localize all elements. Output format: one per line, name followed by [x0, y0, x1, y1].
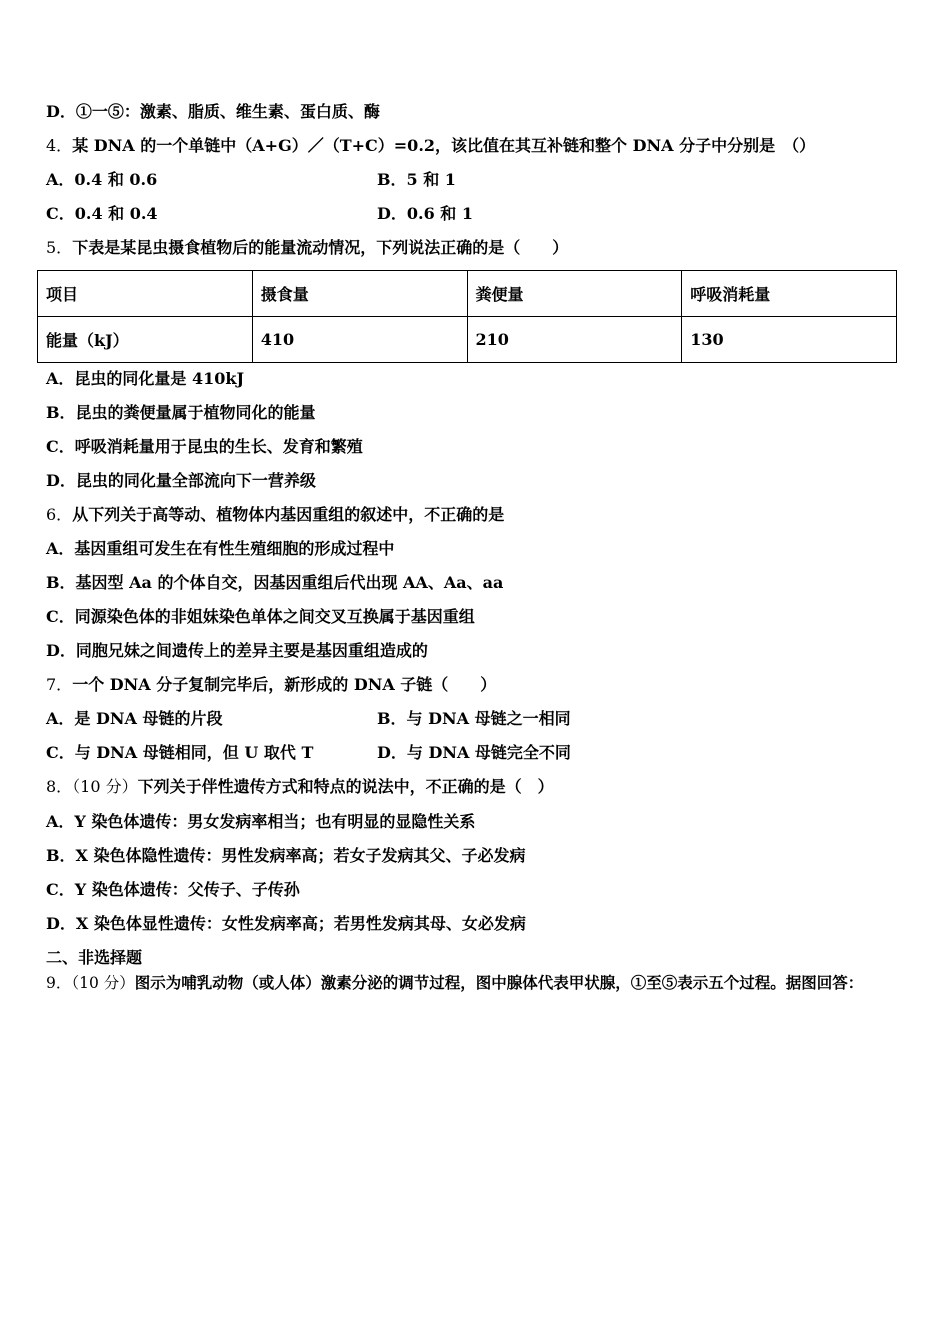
q4-option-d: D．0.6 和 1 [377, 204, 473, 223]
q9-stem-text: 图示为哺乳动物（或人体）激素分泌的调节过程，图中腺体代表甲状腺，①至⑤表示五个过程。据图回答： [134, 973, 864, 992]
q6-option-a: A．基因重组可发生在有性生殖细胞的形成过程中 [46, 539, 395, 558]
q9-stem [46, 973, 863, 993]
q8-option-d: D．X 染色体显性遗传：女性发病率高；若男性发病其母、女必发病 [46, 914, 526, 933]
table-header-cell: 呼吸消耗量 [682, 271, 897, 317]
q5-option-c: C．呼吸消耗量用于昆虫的生长、发育和繁殖 [46, 437, 363, 456]
table-cell: 能量（kJ） [38, 317, 253, 363]
energy-table [37, 270, 897, 363]
q7-option-b: B．与 DNA 母链之一相同 [377, 709, 571, 728]
q4-option-c: C．0.4 和 0.4 [46, 204, 158, 223]
q6-option-b: B．基因型 Aa 的个体自交，因基因重组后代出现 AA、Aa、aa [46, 573, 504, 592]
q5-stem-text: 下表是某昆虫摄食植物后的能量流动情况，下列说法正确的是（ ） [72, 238, 569, 257]
q8-option-c: C．Y 染色体遗传：父传子、子传孙 [46, 880, 300, 899]
q6-number: 6． [46, 505, 73, 524]
q7-stem-text: 一个 DNA 分子复制完毕后，新形成的 DNA 子链（ ） [72, 675, 497, 694]
table-cell: 130 [682, 317, 897, 363]
q6-option-d: D．同胞兄妹之间遗传上的差异主要是基因重组造成的 [46, 641, 428, 660]
q4-number: 4． [46, 136, 73, 155]
q4-stem-text: 某 DNA 的一个单链中（A+G）／（T+C）=0.2，该比值在其互补链和整个 DNA 分子中分别是 （） [72, 136, 816, 155]
table-cell: 410 [252, 317, 467, 363]
table-row [38, 317, 897, 363]
q8-option-a: A．Y 染色体遗传：男女发病率相当；也有明显的显隐性关系 [46, 812, 476, 831]
q3-option-d: D．①一⑤：激素、脂质、维生素、蛋白质、酶 [46, 102, 380, 121]
q7-number: 7． [46, 675, 73, 694]
table-header-cell: 摄食量 [252, 271, 467, 317]
q5-option-b: B．昆虫的粪便量属于植物同化的能量 [46, 403, 316, 422]
section-title: 二、非选择题 [46, 948, 143, 967]
q5-option-d: D．昆虫的同化量全部流向下一营养级 [46, 471, 316, 490]
q7-option-a: A．是 DNA 母链的片段 [46, 709, 223, 728]
q9-number: 9．（10 分） [46, 974, 135, 992]
q6-stem [46, 505, 504, 525]
q8-option-b: B．X 染色体隐性遗传：男性发病率高；若女子发病其父、子必发病 [46, 846, 526, 865]
q4-option-a: A．0.4 和 0.6 [46, 170, 158, 189]
q7-option-c: C．与 DNA 母链相同，但 U 取代 T [46, 743, 314, 762]
table-cell: 210 [467, 317, 682, 363]
table-header-row [38, 271, 897, 317]
q4-stem [46, 136, 815, 156]
q5-number: 5． [46, 238, 73, 257]
q8-stem-text: 下列关于伴性遗传方式和特点的说法中，不正确的是（ ） [137, 777, 554, 796]
q5-option-a: A．昆虫的同化量是 410kJ [46, 369, 245, 388]
table-header-cell: 粪便量 [467, 271, 682, 317]
q6-stem-text: 从下列关于高等动、植物体内基因重组的叙述中，不正确的是 [72, 505, 505, 524]
q7-option-d: D．与 DNA 母链完全不同 [377, 743, 571, 762]
q8-stem [46, 777, 554, 797]
table-header-cell: 项目 [38, 271, 253, 317]
q5-stem [46, 238, 568, 258]
q8-number: 8．（10 分） [46, 777, 138, 796]
q6-option-c: C．同源染色体的非姐妹染色单体之间交叉互换属于基因重组 [46, 607, 475, 626]
q4-option-b: B．5 和 1 [377, 170, 456, 189]
q7-stem [46, 675, 496, 695]
